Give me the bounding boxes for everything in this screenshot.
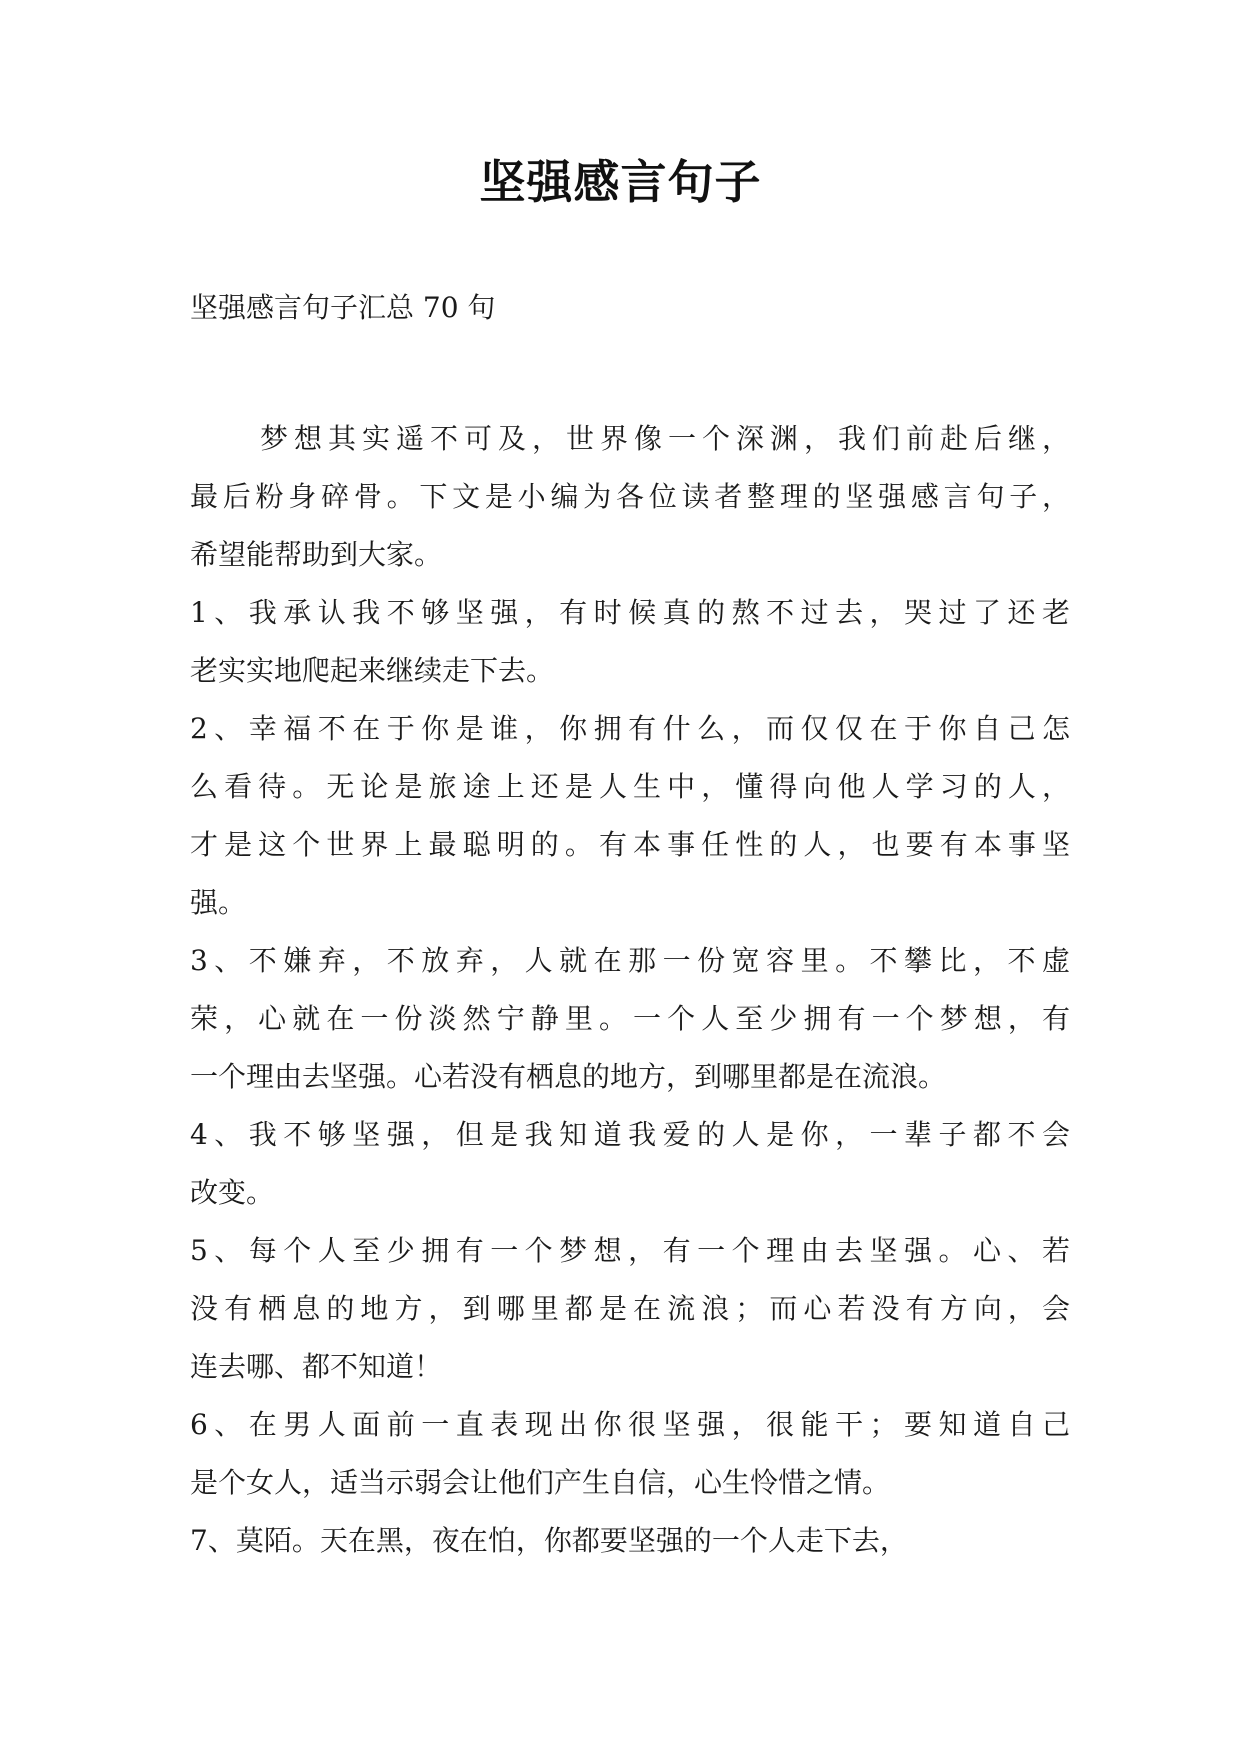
body-text-line: 3、不嫌弃，不放弃，人就在那一份宽容里。不攀比，不虚 bbox=[190, 944, 1070, 977]
body-text-line: 7、莫陌。天在黑，夜在怕，你都要坚强的一个人走下去， bbox=[190, 1524, 908, 1557]
body-text-line: 荣，心就在一份淡然宁静里。一个人至少拥有一个梦想，有 bbox=[190, 1002, 1070, 1035]
body-text-line: 改变。 bbox=[190, 1176, 275, 1209]
body-text-line: 1、我承认我不够坚强，有时候真的熬不过去，哭过了还老 bbox=[190, 596, 1070, 629]
body-text-line: 强。 bbox=[190, 886, 247, 919]
body-text-line: 是个女人，适当示弱会让他们产生自信，心生怜惜之情。 bbox=[190, 1466, 891, 1499]
body-text-line: 5、每个人至少拥有一个梦想，有一个理由去坚强。心、若 bbox=[190, 1234, 1070, 1267]
body-text-line: 连去哪、都不知道！ bbox=[190, 1350, 443, 1383]
body-text-line: 没有栖息的地方，到哪里都是在流浪；而心若没有方向，会 bbox=[190, 1292, 1070, 1325]
document-subtitle: 坚强感言句子汇总 70 句 bbox=[190, 291, 496, 324]
body-text-line: 么看待。无论是旅途上还是人生中，懂得向他人学习的人， bbox=[190, 770, 1070, 803]
body-text-line: 梦想其实遥不可及，世界像一个深渊，我们前赴后继， bbox=[260, 422, 1070, 455]
body-text-line: 4、我不够坚强，但是我知道我爱的人是你，一辈子都不会 bbox=[190, 1118, 1070, 1151]
body-text-line: 才是这个世界上最聪明的。有本事任性的人，也要有本事坚 bbox=[190, 828, 1070, 861]
document-body bbox=[190, 410, 1070, 1570]
body-text-line: 最后粉身碎骨。下文是小编为各位读者整理的坚强感言句子， bbox=[190, 480, 1070, 513]
body-text-line: 老实实地爬起来继续走下去。 bbox=[190, 654, 555, 687]
document-title: 坚强感言句子 bbox=[479, 155, 762, 209]
body-text-line: 希望能帮助到大家。 bbox=[190, 538, 443, 571]
body-text-line: 6、在男人面前一直表现出你很坚强，很能干；要知道自己 bbox=[190, 1408, 1070, 1441]
body-text-line: 2、幸福不在于你是谁，你拥有什么，而仅仅在于你自己怎 bbox=[190, 712, 1070, 745]
body-text-line: 一个理由去坚强。心若没有栖息的地方，到哪里都是在流浪。 bbox=[190, 1060, 947, 1093]
